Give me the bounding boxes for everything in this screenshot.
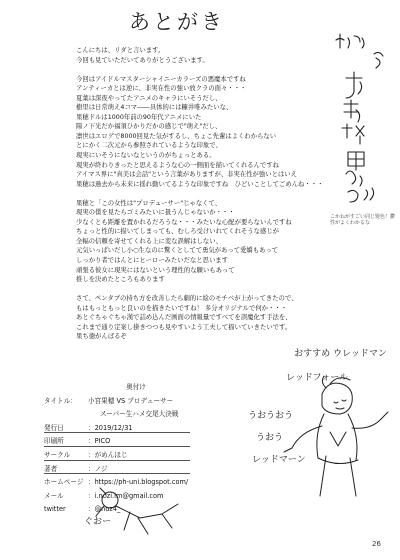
body-line: 現実の僕を見たらゴミみたいに扱うんじゃないか・・・	[76, 209, 235, 217]
body-line: 元気いっぱいだし小○生なのに驚くとしてて勇気があって愛嬌もあって	[76, 247, 279, 255]
body-line: 果穂と「この女性は"プロデューサー"じゃなくて、	[76, 199, 222, 207]
afterword-body	[76, 46, 338, 342]
doodle-text: ぐおー	[84, 517, 112, 527]
colophon-row	[44, 449, 244, 463]
page-number: 26	[372, 540, 381, 548]
body-line: もはもっともっと良いのを描きたいですね！ 多分オリジナルで何か・・・	[76, 304, 288, 312]
sketch-text-shout1: うおうおう	[248, 411, 294, 421]
body-line: こんにちは、リダと言います。	[76, 47, 165, 54]
body-line	[76, 189, 338, 199]
colophon-key: 著者	[44, 464, 58, 473]
sketch-text-shout3: レッドマーン	[252, 455, 306, 465]
colophon-key: 発行日	[44, 423, 64, 432]
colophon-key: twitter	[44, 505, 66, 514]
body-line: 今回はアイドルマスターシャイニーカラーズの悪魔本ですね	[76, 75, 246, 83]
body-line	[76, 285, 338, 295]
colophon-row	[44, 435, 244, 449]
colophon-row	[44, 422, 244, 436]
colophon-key: サークル	[44, 450, 71, 459]
body-line: 夏葉は深夜やってたアニメのキャラにいそうだし、	[76, 94, 222, 102]
body-line: 今回も見ていただいてありがとうございます。	[76, 56, 209, 64]
body-line: これまで通り定案し掛きつつも見やすいよう工夫して描いていきたいです。	[76, 323, 292, 331]
sketch-text-shout2: うおう	[256, 433, 284, 443]
body-line: しっかり者ではんとにヒーローみたいだなと思います	[76, 257, 228, 265]
body-line: 樹里は日常萌え4コマ――具体的には糠井唯みたいな、	[76, 104, 233, 112]
body-line: 頑張る彼女に現実にはないという理性的な願いもあって	[76, 266, 235, 274]
body-line: 凛世はエロゲで8000回見た気がするし、ちょこ先輩はよくわからない	[76, 132, 277, 140]
colophon-value: ：PICO	[88, 437, 111, 446]
colophon-email-link[interactable]: ：i.nozi.im@gmail.com	[88, 491, 164, 500]
colophon-key: メール	[44, 491, 64, 500]
colophon-title-subline: スーパー生ハメ交尾大決戦	[100, 410, 179, 419]
colophon-title-value: 小宮果穂 VS プロデューサー	[88, 396, 174, 405]
body-line: 果穂は過去から未来に揺れ動いてるような印象ですね ひどいことしてごめんね・・・	[76, 180, 324, 188]
body-line: アイマス界に"真美は会話"という言葉がありますが、非実在性が強いとはいえ	[76, 171, 297, 179]
colophon-twitter-link[interactable]: ：@noz4_	[88, 505, 121, 514]
body-line: 現実にいそうにないなというのがちょっとある。	[76, 152, 216, 160]
body-line: 少なくとも距離を置かれるだろうな・・・みたいな心配が要らないんですね	[76, 218, 292, 226]
body-line: とにかく二次元から参照されているような印象で、	[76, 142, 222, 150]
colophon-title-row	[44, 395, 244, 409]
body-line: 現実が終わりきったと思えるような心の一側面を描いてくれるんですね	[76, 161, 280, 169]
body-line: アンティーカとは逆に、非実在性の強い放クラの面々・・・	[76, 85, 247, 93]
sketch-text-top: おすすめ ウレッドマン	[294, 349, 387, 359]
colophon-title-label: タイトル：	[44, 396, 77, 405]
colophon-key: ホームページ	[44, 478, 84, 487]
colophon-homepage-link[interactable]: ：https://ph-uni.blogspot.com/	[88, 478, 189, 487]
body-line: ちょっと性的に描いてしまっても、むしろ受けいれてくれそうな感じが	[76, 228, 280, 236]
body-line: あとぐちゃぐちゃ漢で詰め込んだ画面の情報量ですべてを誤魔化す手法を、	[76, 314, 292, 322]
body-line: 果ち徳がんばるぞ	[76, 333, 127, 341]
colophon-value: ：2019/12/31	[88, 423, 133, 432]
sketch-text-mid: レッドフォール	[286, 373, 349, 383]
character-sketch	[226, 336, 396, 536]
body-line: 果穂ドルは1000年前の90年代アニメにいた	[76, 113, 202, 121]
colophon-key: 印刷所	[44, 437, 64, 446]
side-note-text: こかねがすごい同じ髪色！鬱性がよくわかるな	[330, 214, 396, 226]
body-line: 推しを決めたところもあります	[76, 276, 165, 284]
page-title: あとがき	[129, 10, 225, 34]
handwritten-side-note	[326, 30, 396, 210]
body-line	[76, 65, 338, 75]
body-line: さて、ペンタブの持ち方を改善したら劇的に絵のモチベが上がってきたので、	[76, 295, 298, 303]
body-line: 陽ノ下光だか福須ひかりだかの感じで"萌え"だし、	[76, 123, 222, 131]
colophon-value: ：ノジ	[88, 464, 108, 473]
colophon-heading: 奥付け	[126, 383, 146, 391]
colophon-value: ：がめんほじ	[88, 450, 128, 459]
fallen-figure-doodle	[82, 484, 202, 540]
colophon-row	[44, 463, 244, 477]
body-line: 全幅の信頼を寄せてくれる上に変な誤解はしない、	[76, 237, 222, 245]
